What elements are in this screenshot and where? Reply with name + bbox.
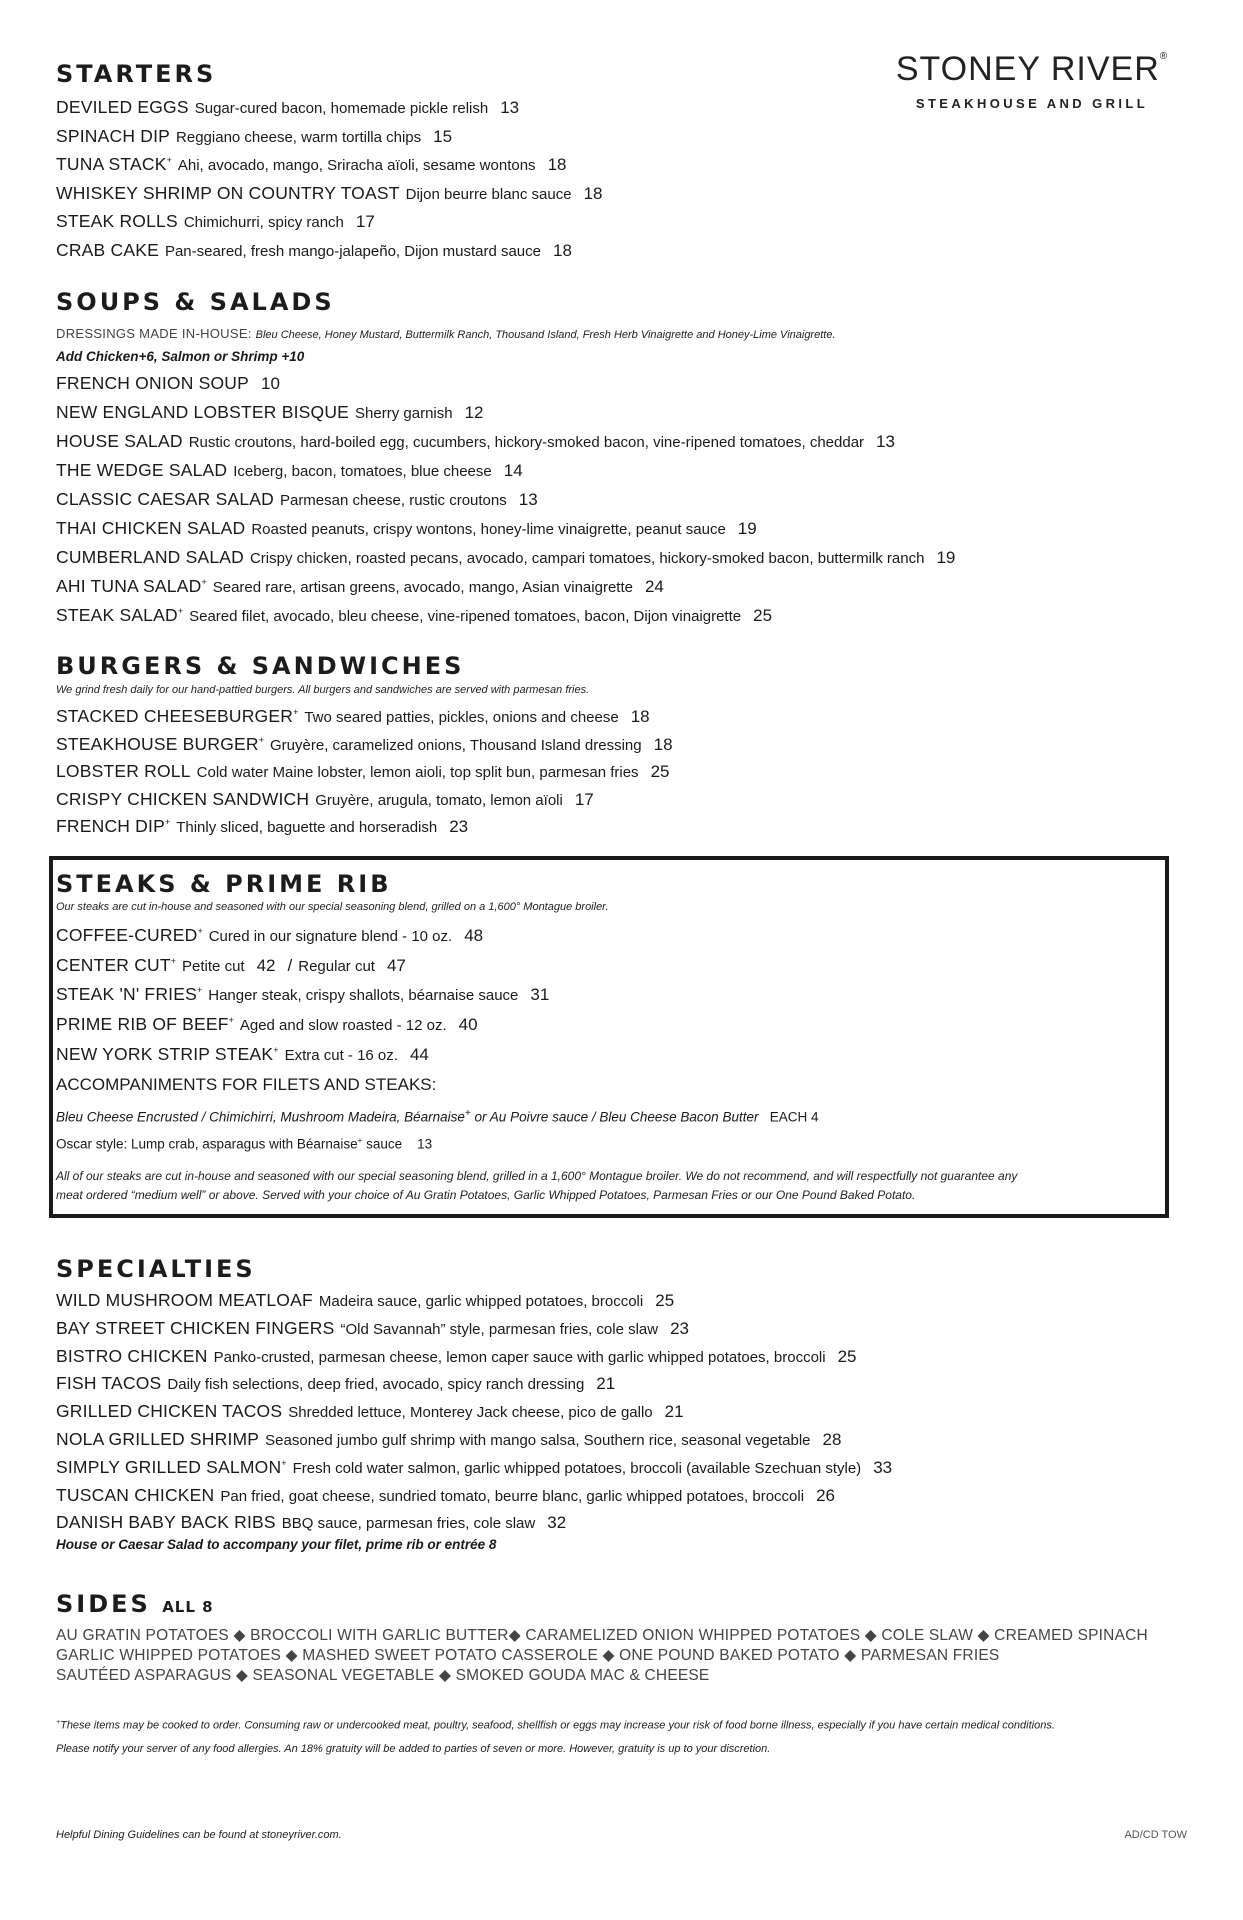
- dressings-note: DRESSINGS MADE IN-HOUSE: Bleu Cheese, Honey Mustard, Buttermilk Ranch, Thousand Island, Fresh Herb Vinaigrette and Honey-Lime Vinaigrette.: [56, 326, 836, 341]
- item-name: TUNA STACK: [56, 154, 167, 175]
- item-description: Ahi, avocado, mango, Sriracha aïoli, sesame wontons: [177, 157, 536, 175]
- item-description: Rustic croutons, hard-boiled egg, cucumbers, hickory-smoked bacon, vine-ripened tomatoes, cheddar: [188, 434, 865, 451]
- item-price: 17: [574, 789, 594, 809]
- cooked-to-order-mark: +: [293, 707, 299, 717]
- sides-list: AU GRATIN POTATOES ◆ BROCCOLI WITH GARLIC BUTTER◆ CARAMELIZED ONION WHIPPED POTATOES ◆ COLE SLAW ◆ CREAMED SPINACH GARLIC WHIPPED POTATOES ◆ MASHED SWEET POTATO CASSEROLE ◆ ONE POUND BAKED POTATO ◆ PARMESAN FRIES SAUTÉED ASPARAGUS ◆ SEASONAL VEGETABLE ◆ SMOKED GOUDA MAC & CHEESE: [56, 1627, 1148, 1684]
- menu-item: [56, 816, 468, 837]
- item-name: DANISH BABY BACK RIBS: [56, 1512, 276, 1533]
- burgers-note: We grind fresh daily for our hand-pattied burgers. All burgers and sandwiches are served with parmesan fries.: [56, 684, 590, 696]
- menu-item: [56, 734, 673, 755]
- menu-item: [56, 1457, 892, 1478]
- menu-item: [56, 576, 664, 597]
- menu-item: [56, 605, 772, 626]
- item-name: AHI TUNA SALAD: [56, 576, 202, 596]
- brand-logo: [877, 52, 1187, 111]
- item-price: 21: [664, 1402, 684, 1422]
- item-name: SIMPLY GRILLED SALMON: [56, 1456, 282, 1477]
- item-price: 18: [630, 707, 650, 726]
- cooked-to-order-mark: +: [273, 1044, 279, 1055]
- food-warning: +These items may be cooked to order. Consuming raw or undercooked meat, poultry, seafood, shellfish or eggs may increase your risk of food borne illness, especially if you have certain medical conditions.: [56, 1719, 1055, 1732]
- item-price: 18: [583, 183, 603, 203]
- item-name: STEAKHOUSE BURGER: [56, 733, 259, 754]
- menu-item: [56, 1429, 841, 1450]
- dining-guidelines: Helpful Dining Guidelines can be found at stoneyriver.com.: [56, 1829, 342, 1841]
- cooked-to-order-mark: +: [166, 155, 172, 166]
- brand-tagline: STEAKHOUSE AND GRILL: [915, 96, 1149, 111]
- item-name: WHISKEY SHRIMP ON COUNTRY TOAST: [56, 182, 400, 203]
- item-name: FISH TACOS: [56, 1373, 162, 1394]
- oscar-style: Oscar style: Lump crab, asparagus with Béarnaise+ sauce 13: [56, 1136, 433, 1152]
- item-name: PRIME RIB OF BEEF: [56, 1014, 229, 1035]
- item-description: “Old Savannah” style, parmesan fries, cole slaw: [340, 1320, 659, 1338]
- menu-code: AD/CD TOW: [1124, 1829, 1187, 1841]
- item-description: Hanger steak, crispy shallots, béarnaise sauce: [208, 987, 519, 1005]
- menu-item: [56, 1512, 566, 1533]
- item-description: Parmesan cheese, rustic croutons: [279, 492, 507, 509]
- item-price: 13: [876, 432, 895, 451]
- item-name: CRISPY CHICKEN SANDWICH: [56, 788, 310, 809]
- menu-item: [56, 925, 483, 946]
- item-description: Dijon beurre blanc sauce: [405, 185, 572, 203]
- item-description: Petite cut: [182, 957, 245, 975]
- item-price: 15: [433, 126, 453, 146]
- cooked-to-order-mark: +: [177, 606, 184, 616]
- brand-name: STONEY RIVER®: [895, 50, 1169, 88]
- item-name: NOLA GRILLED SHRIMP: [56, 1429, 260, 1449]
- item-price: 18: [547, 155, 567, 175]
- menu-item: [56, 984, 549, 1005]
- price-separator: /: [287, 955, 293, 975]
- item-name: CENTER CUT: [56, 954, 171, 975]
- item-name: FRENCH ONION SOUP: [56, 373, 249, 393]
- item-description: Pan fried, goat cheese, sundried tomato, beurre blanc, garlic whipped potatoes, broccoli: [220, 1487, 805, 1505]
- item-description: Gruyère, arugula, tomato, lemon aïoli: [315, 791, 563, 809]
- item-price: 23: [670, 1318, 690, 1338]
- item-name: GRILLED CHICKEN TACOS: [56, 1401, 283, 1422]
- item-description: Daily fish selections, deep fried, avocado, spicy ranch dressing: [167, 1376, 585, 1394]
- item-name: SPINACH DIP: [56, 125, 171, 146]
- item-description: Thinly sliced, baguette and horseradish: [176, 819, 438, 837]
- menu-item: [56, 240, 572, 261]
- item-name: BAY STREET CHICKEN FINGERS: [56, 1317, 335, 1338]
- item-description: Panko-crusted, parmesan cheese, lemon caper sauce with garlic whipped potatoes, broccoli: [213, 1348, 826, 1366]
- menu-item: [56, 706, 650, 727]
- cooked-to-order-mark: +: [196, 985, 203, 996]
- item-description: Cured in our signature blend - 10 oz.: [208, 928, 453, 945]
- item-price: 40: [458, 1015, 478, 1035]
- menu-item: [56, 373, 280, 394]
- item-price: 10: [261, 374, 280, 393]
- item-description: Regular cut: [298, 957, 375, 975]
- item-price: 19: [737, 519, 757, 538]
- item-name: THAI CHICKEN SALAD: [56, 518, 246, 538]
- item-price: 12: [464, 403, 484, 422]
- item-price: 21: [596, 1374, 616, 1394]
- item-price: 25: [753, 606, 773, 625]
- item-name: WILD MUSHROOM MEATLOAF: [56, 1290, 313, 1310]
- item-name: HOUSE SALAD: [56, 431, 183, 451]
- item-description: BBQ sauce, parmesan fries, cole slaw: [281, 1515, 536, 1533]
- cooked-to-order-mark: +: [258, 734, 265, 745]
- item-price: 13: [518, 490, 538, 509]
- accompaniments-list: Bleu Cheese Encrusted / Chimichirri, Mushroom Madeira, Béarnaise+ or Au Poivre sauce / Bleu Cheese Bacon Butter EACH 4: [56, 1108, 819, 1125]
- item-name: COFFEE-CURED: [56, 925, 198, 945]
- item-description: Cold water Maine lobster, lemon aioli, top split bun, parmesan fries: [196, 764, 639, 782]
- menu-item: [56, 402, 484, 423]
- menu-item: [56, 1318, 689, 1339]
- item-description: Gruyère, caramelized onions, Thousand Island dressing: [270, 736, 642, 754]
- item-description: Iceberg, bacon, tomatoes, blue cheese: [233, 463, 492, 480]
- menu-item: [56, 489, 538, 510]
- item-price: 18: [653, 734, 673, 754]
- soups-addon: Add Chicken+6, Salmon or Shrimp +10: [56, 349, 305, 364]
- item-name: BISTRO CHICKEN: [56, 1345, 208, 1366]
- steaks-note: Our steaks are cut in-house and seasoned with our special seasoning blend, grilled on a 1,600° Montague broiler.: [56, 901, 609, 913]
- item-description: Sugar-cured bacon, homemade pickle relish: [194, 100, 489, 117]
- allergy-note: Please notify your server of any food allergies. An 18% gratuity will be added to parties of seven or more. However, gratuity is up to your discretion.: [56, 1743, 771, 1755]
- menu-item: [56, 955, 406, 976]
- item-price: 13: [500, 98, 520, 117]
- item-price: 48: [464, 926, 484, 945]
- item-description: Crispy chicken, roasted pecans, avocado, campari tomatoes, hickory-smoked bacon, buttermilk ranch: [249, 550, 925, 567]
- cooked-to-order-mark: +: [281, 1457, 287, 1468]
- item-description: Fresh cold water salmon, garlic whipped potatoes, broccoli (available Szechuan style): [292, 1459, 862, 1477]
- item-name: THE WEDGE SALAD: [56, 460, 228, 480]
- item-description: Pan-seared, fresh mango-jalapeño, Dijon mustard sauce: [164, 243, 541, 260]
- item-name: FRENCH DIP: [56, 816, 165, 837]
- item-name: CLASSIC CAESAR SALAD: [56, 489, 274, 509]
- item-price: 25: [655, 1291, 675, 1310]
- item-price: 33: [873, 1457, 893, 1477]
- item-name: STEAK ROLLS: [56, 211, 178, 232]
- item-price: 47: [386, 955, 406, 975]
- soups-title: SOUPS & SALADS: [56, 288, 335, 316]
- item-description: Madeira sauce, garlic whipped potatoes, broccoli: [318, 1293, 644, 1310]
- menu-item: [56, 431, 895, 452]
- item-description: Aged and slow roasted - 12 oz.: [239, 1017, 447, 1035]
- menu-item: [56, 518, 757, 539]
- item-price: 32: [547, 1513, 567, 1533]
- item-price: 31: [530, 985, 550, 1005]
- steaks-disclaimer: All of our steaks are cut in-house and seasoned with our special seasoning blend, grilled in a 1,600° Montague broiler. We do not recommend, and will respectfully not guarantee any meat ordered “medium well” or above. Served with your choice of Au Gratin Potatoes, Garlic Whipped Potatoes, Parmesan Fries or our One Pound Baked Potato.: [56, 1169, 1018, 1202]
- item-price: 26: [816, 1485, 835, 1505]
- cooked-to-order-mark: +: [164, 817, 171, 828]
- item-description: Chimichurri, spicy ranch: [183, 214, 344, 232]
- cooked-to-order-mark: +: [201, 577, 207, 587]
- menu-item: [56, 126, 452, 147]
- item-price: 24: [644, 577, 664, 596]
- item-name: NEW ENGLAND LOBSTER BISQUE: [56, 402, 350, 422]
- item-price: 19: [936, 548, 956, 567]
- item-name: CUMBERLAND SALAD: [56, 547, 244, 567]
- item-price: 42: [256, 955, 276, 975]
- menu-item: [56, 1290, 674, 1311]
- item-price: 28: [822, 1430, 842, 1449]
- item-description: Extra cut - 16 oz.: [284, 1046, 398, 1064]
- cooked-to-order-mark: +: [228, 1015, 234, 1026]
- item-price: 44: [409, 1044, 429, 1064]
- item-description: Shredded lettuce, Monterey Jack cheese, pico de gallo: [288, 1404, 653, 1422]
- item-description: Sherry garnish: [355, 405, 453, 422]
- item-price: 18: [553, 241, 572, 260]
- steaks-title: STEAKS & PRIME RIB: [56, 870, 392, 898]
- menu-item: [56, 761, 669, 782]
- menu-item: [56, 1373, 615, 1394]
- specialties-addon: House or Caesar Salad to accompany your filet, prime rib or entrée 8: [56, 1537, 497, 1552]
- item-description: Two seared patties, pickles, onions and cheese: [304, 709, 619, 726]
- item-price: 23: [449, 817, 469, 837]
- specialties-title: SPECIALTIES: [56, 1255, 256, 1283]
- item-price: 14: [503, 461, 523, 480]
- accompaniments-title: ACCOMPANIMENTS FOR FILETS AND STEAKS:: [56, 1075, 437, 1094]
- item-name: CRAB CAKE: [56, 240, 159, 260]
- item-description: Reggiano cheese, warm tortilla chips: [176, 128, 422, 146]
- menu-item: [56, 211, 375, 232]
- item-price: 25: [837, 1346, 857, 1366]
- item-price: 17: [355, 212, 375, 232]
- item-name: STEAK 'N' FRIES: [56, 984, 197, 1005]
- menu-item: [56, 1401, 684, 1422]
- item-price: 25: [650, 762, 670, 782]
- burgers-title: BURGERS & SANDWICHES: [56, 652, 465, 680]
- menu-item: [56, 789, 594, 810]
- menu-item: [56, 154, 566, 175]
- menu-item: [56, 1044, 429, 1065]
- sides-title: SIDES ALL 8: [56, 1590, 214, 1618]
- menu-item: [56, 97, 519, 118]
- cooked-to-order-mark: +: [170, 955, 177, 966]
- item-name: STACKED CHEESEBURGER: [56, 706, 294, 726]
- item-description: Seared filet, avocado, bleu cheese, vine-ripened tomatoes, bacon, Dijon vinaigrette: [189, 608, 742, 625]
- menu-item: [56, 1485, 835, 1506]
- item-name: TUSCAN CHICKEN: [56, 1484, 215, 1505]
- starters-title: STARTERS: [56, 60, 217, 88]
- item-name: DEVILED EGGS: [56, 97, 189, 117]
- menu-item: [56, 460, 523, 481]
- item-name: LOBSTER ROLL: [56, 761, 191, 782]
- item-name: STEAK SALAD: [56, 605, 178, 625]
- item-name: NEW YORK STRIP STEAK: [56, 1043, 274, 1064]
- item-description: Roasted peanuts, crispy wontons, honey-lime vinaigrette, peanut sauce: [251, 521, 726, 538]
- menu-item: [56, 547, 955, 568]
- menu-item: [56, 183, 603, 204]
- item-description: Seasoned jumbo gulf shrimp with mango salsa, Southern rice, seasonal vegetable: [265, 1432, 811, 1449]
- menu-item: [56, 1346, 857, 1367]
- cooked-to-order-mark: +: [197, 926, 203, 936]
- item-description: Seared rare, artisan greens, avocado, mango, Asian vinaigrette: [212, 579, 633, 596]
- menu-item: [56, 1014, 478, 1035]
